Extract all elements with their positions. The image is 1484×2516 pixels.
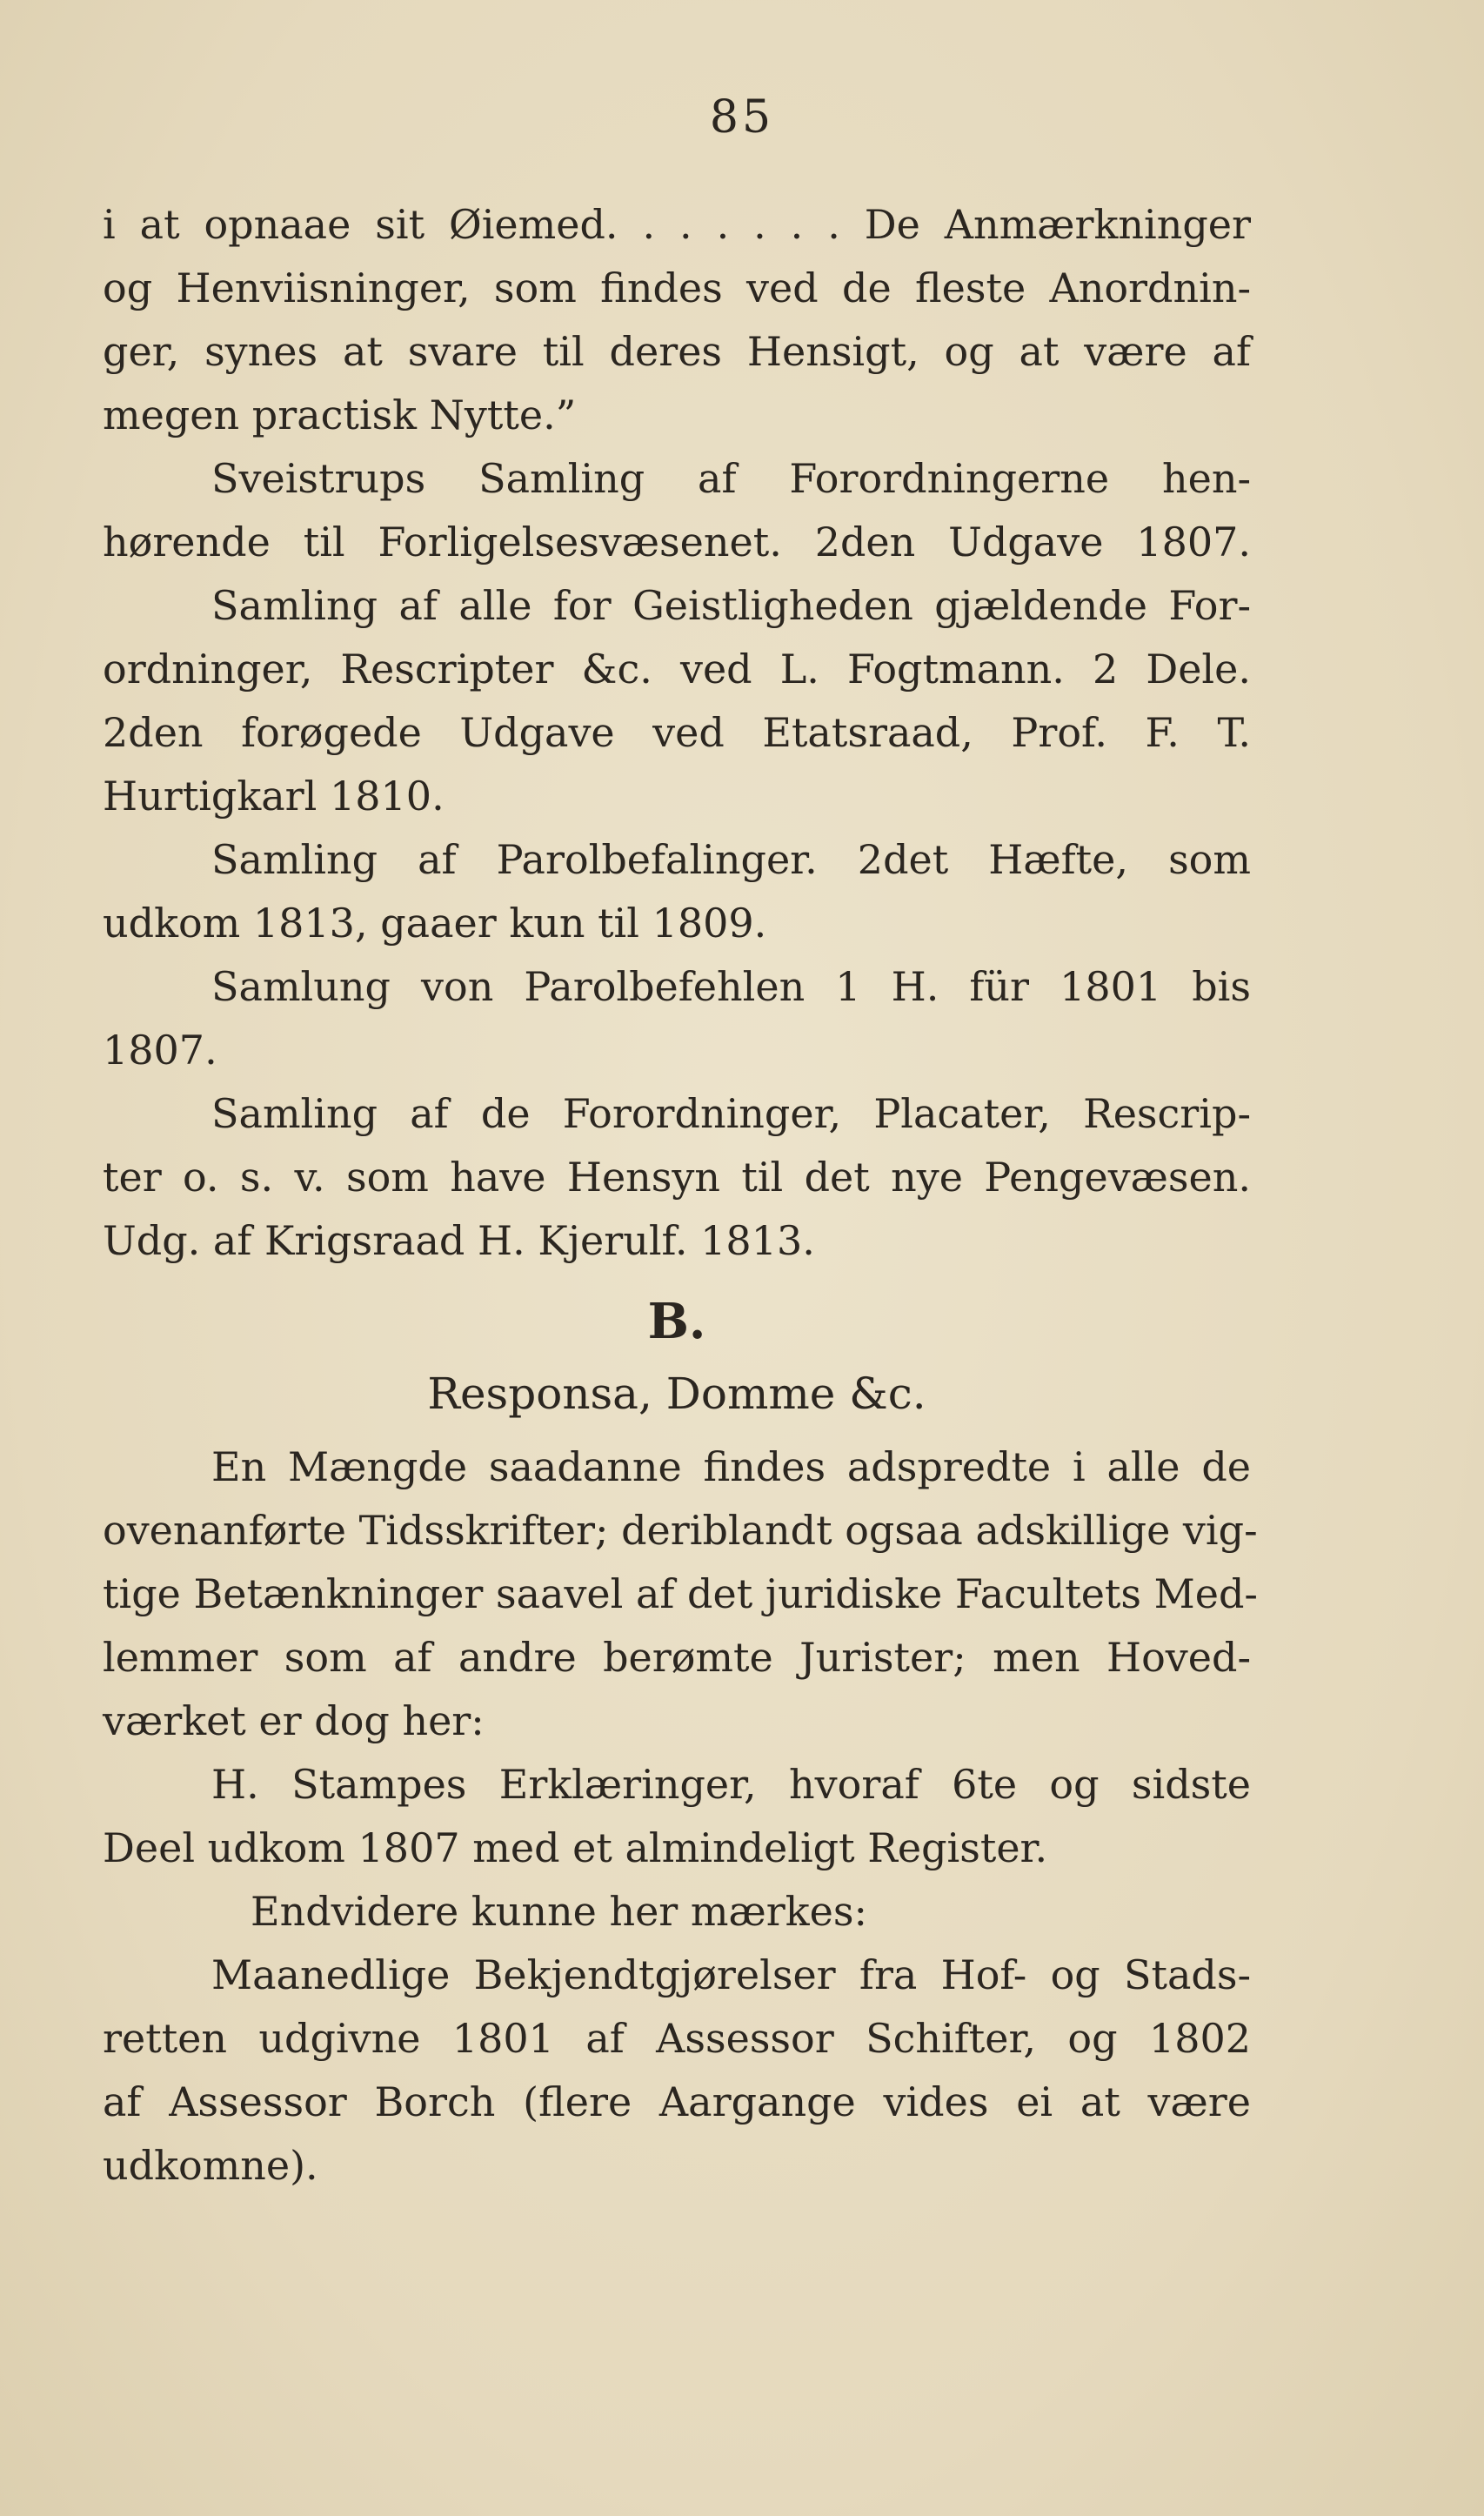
text-line: Samling af alle for Geistligheden gjældende For- xyxy=(211,582,1251,629)
text-line: udkomne). xyxy=(103,2142,318,2189)
text-line: retten udgivne 1801 af Assessor Schifter, og 1802 xyxy=(103,2015,1251,2062)
section-letter: B. xyxy=(647,1293,706,1350)
text-line: En Mængde saadanne findes adspredte i alle de xyxy=(211,1443,1251,1490)
text-line: ter o. s. v. som have Hensyn til det nye Pengevæsen. xyxy=(103,1154,1251,1201)
text-line: ovenanførte Tidsskrifter; deriblandt ogsaa adskillige vig- xyxy=(103,1507,1258,1554)
text-line: megen practisk Nytte.” xyxy=(103,391,577,438)
text-line: Maanedlige Bekjendtgjørelser fra Hof- og Stads- xyxy=(211,1951,1251,1998)
text-line: tige Betænkninger saavel af det juridiske Facultets Med- xyxy=(103,1570,1258,1617)
text-line: og Henviisninger, som findes ved de fleste Anordnin- xyxy=(103,264,1251,311)
page-body xyxy=(103,193,1258,2198)
text-line: ordninger, Rescripter &c. ved L. Fogtmann. 2 Dele. xyxy=(103,646,1251,693)
text-line: udkom 1813, gaaer kun til 1809. xyxy=(103,900,767,947)
section-title: Responsa, Domme &c. xyxy=(427,1368,926,1419)
text-line: Samling af Parolbefalinger. 2det Hæfte, som xyxy=(211,836,1251,883)
text-line: H. Stampes Erklæringer, hvoraf 6te og sidste xyxy=(211,1761,1251,1808)
text-line: i at opnaae sit Øiemed. . . . . . . De Anmærkninger xyxy=(103,201,1251,248)
text-line: Sveistrups Samling af Forordningerne hen- xyxy=(211,455,1251,502)
section-body xyxy=(103,1435,1258,2198)
text-line: lemmer som af andre berømte Jurister; men Hoved- xyxy=(103,1634,1251,1681)
text-line: Endvidere kunne her mærkes: xyxy=(251,1888,867,1935)
text-line: værket er dog her: xyxy=(103,1697,485,1744)
text-line: Deel udkom 1807 med et almindeligt Register. xyxy=(103,1824,1048,1871)
text-line: 2den forøgede Udgave ved Etatsraad, Prof. F. T. xyxy=(103,709,1251,756)
text-line: Samlung von Parolbefehlen 1 H. für 1801 bis xyxy=(211,963,1251,1010)
bibliography-entries xyxy=(103,193,1251,1273)
text-line: hørende til Forligelsesvæsenet. 2den Udgave 1807. xyxy=(103,519,1251,565)
text-line: af Assessor Borch (flere Aargange vides ei at være xyxy=(103,2078,1251,2125)
text-line: Hurtigkarl 1810. xyxy=(103,773,445,820)
text-line: 1807. xyxy=(103,1027,217,1074)
text-line: ger, synes at svare til deres Hensigt, og at være af xyxy=(103,328,1251,375)
text-line: Samling af de Forordninger, Placater, Rescrip- xyxy=(211,1090,1251,1137)
page-number: 85 xyxy=(709,91,775,144)
text-line: Udg. af Krigsraad H. Kjerulf. 1813. xyxy=(103,1217,815,1264)
